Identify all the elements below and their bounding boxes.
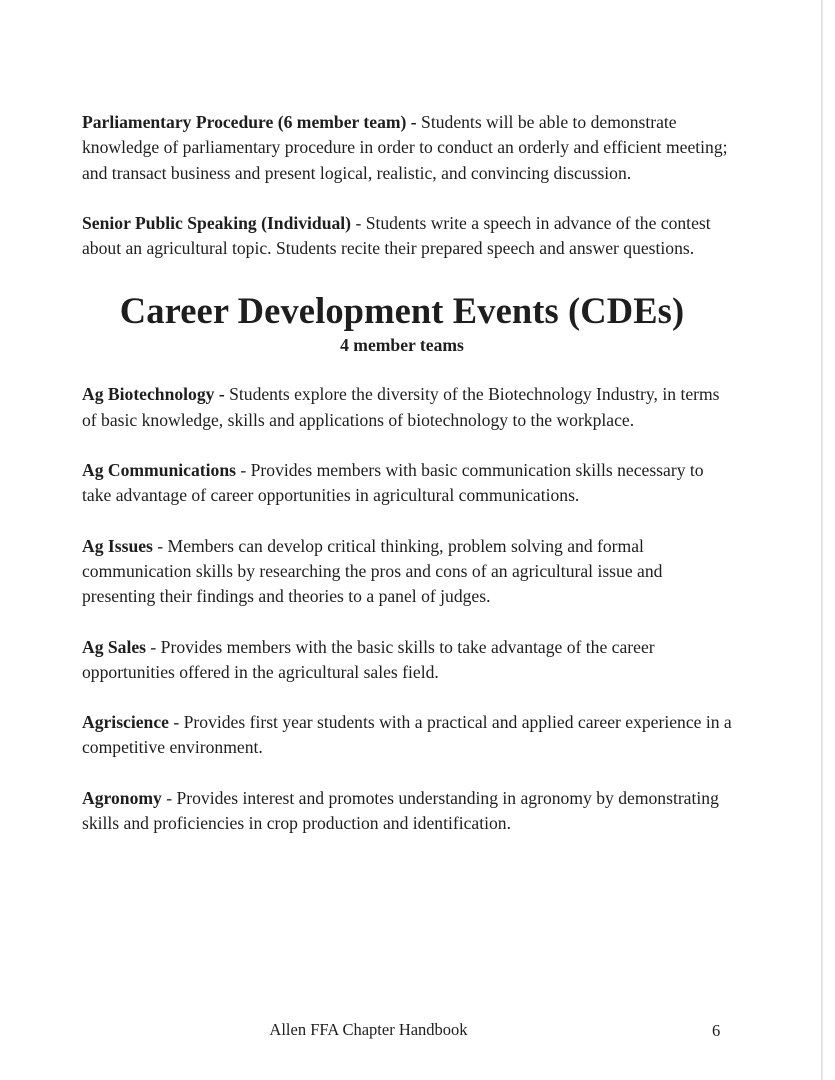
handbook-page [82, 110, 732, 836]
event-description: - Provides first year students with a practical and applied career experience in a competitive environment. [82, 712, 732, 758]
event-parliamentary-procedure [82, 110, 732, 186]
cde-agronomy [82, 786, 732, 837]
event-description: - Provides interest and promotes understanding in agronomy by demonstrating skills and proficiencies in crop production and identification. [82, 787, 719, 834]
section-title: Career Development Events (CDEs) [119, 290, 685, 332]
event-description: Students explore the diversity of the Biotechnology Industry, in terms of basic knowledge, skills and applications of biotechnology to the workplace. [82, 384, 720, 430]
cde-agriscience [82, 710, 732, 761]
footer-page-number: 6 [712, 1021, 721, 1040]
event-term: Ag Communications [82, 460, 236, 481]
event-description: Students will be able to demonstrate knowledge of parliamentary procedure in order to conduct an orderly and efficient meeting; and transact business and present logical, realistic, and convincing discussion. [82, 112, 728, 183]
event-description: - Provides members with basic communication skills necessary to take advantage of career opportunities in agricultural communications. [82, 460, 704, 506]
cde-ag-issues [82, 534, 732, 610]
event-description: - Students write a speech in advance of the contest about an agricultural topic. Students recite their prepared speech and answer questions. [82, 212, 711, 259]
event-term: Agronomy [82, 787, 162, 808]
event-term: Agriscience [82, 712, 169, 733]
event-description: - Members can develop critical thinking, problem solving and formal communication skills by researching the pros and cons of an agricultural issue and presenting their findings and theories to a panel of judges. [82, 535, 663, 607]
cde-ag-sales [82, 635, 732, 686]
event-description: - Provides members with the basic skills to take advantage of the career opportunities offered in the agricultural sales field. [82, 636, 655, 682]
section-subtitle: 4 member teams [340, 335, 464, 356]
footer-handbook-title: Allen FFA Chapter Handbook [269, 1020, 468, 1039]
event-senior-public-speaking [82, 211, 732, 262]
event-term: Ag Biotechnology - [82, 384, 225, 405]
event-term: Parliamentary Procedure (6 member team) - [82, 112, 417, 132]
event-term: Ag Sales [82, 636, 147, 657]
page-scan-edge [821, 0, 823, 1080]
cde-ag-communications [82, 458, 732, 509]
cde-ag-biotechnology [82, 382, 732, 433]
event-term: Senior Public Speaking (Individual) [82, 212, 352, 233]
event-term: Ag Issues [82, 535, 153, 556]
